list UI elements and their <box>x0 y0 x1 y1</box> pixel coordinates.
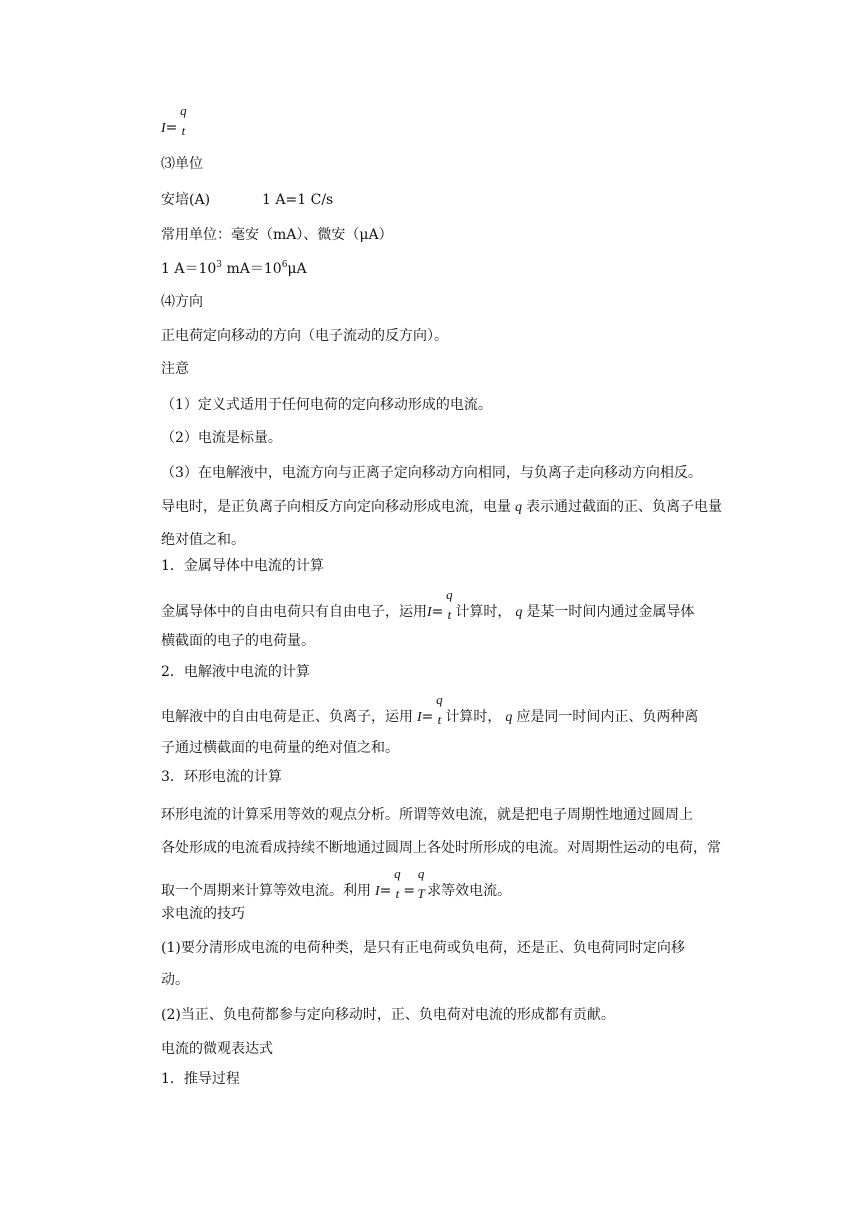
note-3-line-1: （3）在电解液中，电流方向与正离子定向移动方向相同，与负离子走向移动方向相反。 <box>161 465 702 481</box>
fraction-q-over-t <box>392 866 402 905</box>
note-3-line-2 <box>161 497 722 518</box>
note-3-text-a: 导电时，是正负离子向相反方向定向移动形成电流，电量 <box>161 499 511 515</box>
fraction-q-over-t <box>434 692 444 731</box>
s1-text-b: 计算时， <box>455 604 512 620</box>
symbol-q: q <box>515 500 522 515</box>
numerator: q <box>446 587 453 602</box>
fraction-q-over-t <box>178 103 188 142</box>
note-heading: 注意 <box>161 361 189 377</box>
note-3-line-3: 绝对值之和。 <box>161 532 245 548</box>
formula-definition <box>161 103 189 146</box>
micro-expression-heading: 电流的微观表达式 <box>161 1041 273 1057</box>
equals-sign: = <box>403 883 416 899</box>
conv-exp-1: 3 <box>216 260 223 270</box>
symbol-i: I <box>427 605 432 620</box>
note-3-text-b: 表示通过截面的正、负离子电量 <box>526 499 722 515</box>
equals-sign: = <box>431 604 444 620</box>
note-1: （1）定义式适用于任何电荷的定向移动形成的电流。 <box>161 397 492 413</box>
tip-1-line-1: (1)要分清形成电流的电荷种类，是只有正电荷或负电荷，还是正、负电荷同时定向移 <box>161 940 685 956</box>
equals-sign: = <box>379 883 392 899</box>
section-2-title: 2．电解液中电流的计算 <box>161 664 310 680</box>
s2-text-c: 应是同一时间内正、负两种离 <box>516 709 699 725</box>
section-1-title: 1．金属导体中电流的计算 <box>161 558 324 574</box>
s1-text-a: 金属导体中的自由电荷只有自由电子，运用 <box>161 604 427 620</box>
unit-definition-line <box>161 190 333 210</box>
section-3-title: 3．环形电流的计算 <box>161 769 282 785</box>
section-direction-heading: ⑷方向 <box>161 294 203 310</box>
numerator: q <box>180 103 187 118</box>
section-2-line-2: 子通过横截面的电荷量的绝对值之和。 <box>161 740 399 756</box>
numerator: q <box>394 866 401 881</box>
unit-conversion <box>161 259 307 279</box>
s3-text-a: 取一个周期来计算等效电流。利用 <box>161 883 371 899</box>
note-2: （2）电流是标量。 <box>161 430 282 446</box>
tip-2: (2)当正、负电荷都参与定向移动时，正、负电荷对电流的形成都有贡献。 <box>161 1007 615 1023</box>
s1-text-c: 是某一时间内通过金属导体 <box>526 604 695 620</box>
section-3-line-1: 环形电流的计算采用等效的观点分析。所谓等效电流，就是把电子周期性地通过圆周上 <box>161 807 693 823</box>
derivation-heading: 1．推导过程 <box>161 1071 240 1087</box>
conv-part-2: mA＝10 <box>222 261 282 277</box>
denominator: t <box>395 886 400 901</box>
equals-sign: = <box>165 120 178 136</box>
symbol-i: I <box>375 884 380 899</box>
fraction-q-over-t-period <box>416 866 426 905</box>
conv-part-1: 1 A＝10 <box>161 261 217 277</box>
section-1-line-2: 横截面的电子的电荷量。 <box>161 633 315 649</box>
denominator: t <box>437 712 442 727</box>
conv-part-3: μA <box>287 261 307 277</box>
section-unit-heading: ⑶单位 <box>161 156 203 172</box>
symbol-i: I <box>161 121 166 136</box>
denominator: T <box>417 886 425 901</box>
section-2-line-1 <box>161 692 699 735</box>
unit-relation: 1 A=1 C/s <box>262 192 334 208</box>
common-units: 常用单位：毫安（mA）、微安（μA） <box>161 227 393 243</box>
conv-exp-2: 6 <box>281 260 288 270</box>
unit-ampere: 安培(A) <box>161 192 211 208</box>
section-1-line-1 <box>161 587 695 630</box>
s2-text-b: 计算时， <box>445 709 502 725</box>
symbol-q: q <box>505 710 513 725</box>
symbol-q: q <box>515 605 523 620</box>
numerator: q <box>417 866 425 881</box>
denominator: t <box>181 123 186 138</box>
symbol-i: I <box>417 710 422 725</box>
fraction-q-over-t <box>444 587 454 626</box>
numerator: q <box>436 692 443 707</box>
tips-heading: 求电流的技巧 <box>161 906 245 922</box>
direction-text: 正电荷定向移动的方向（电子流动的反方向）。 <box>161 328 448 344</box>
denominator: t <box>447 607 452 622</box>
equals-sign: = <box>421 709 434 725</box>
section-3-line-2: 各处形成的电流看成持续不断地通过圆周上各处时所形成的电流。对周期性运动的电荷，常 <box>161 840 721 856</box>
s3-text-b: 求等效电流。 <box>427 883 512 899</box>
tip-1-line-2: 动。 <box>161 972 189 988</box>
s2-text-a: 电解液中的自由电荷是正、负离子，运用 <box>161 709 413 725</box>
